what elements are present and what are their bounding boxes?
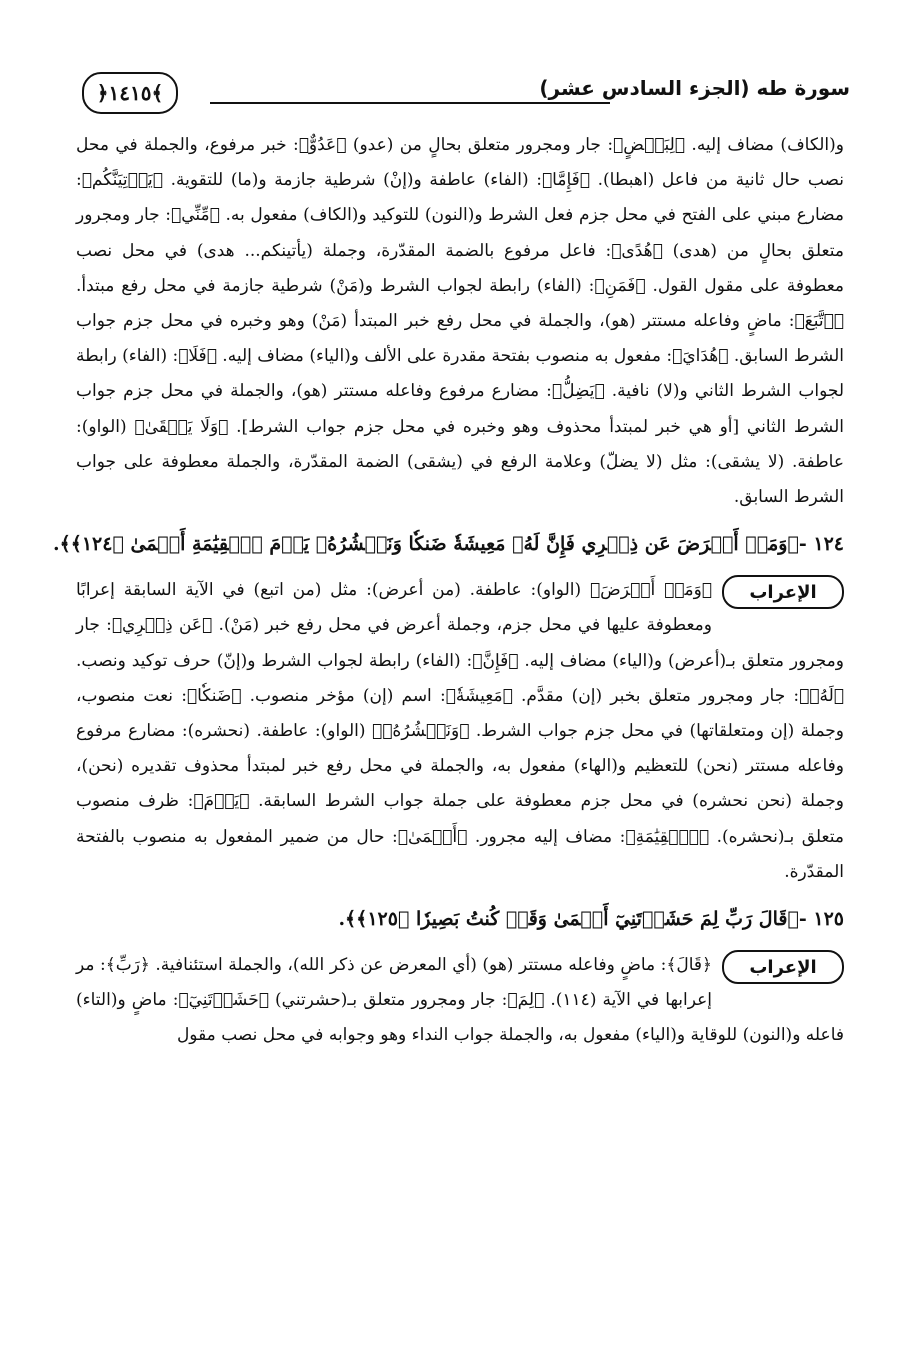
irab-text-124: ﴿وَمَنۡ أَعۡرَضَ﴾ (الواو): عاطفة. (من أعرض): مثل (من اتبع) في الآية السابقة إعرابًا ومعطوفة عليها في محل جزم، وجملة أعرض في محل رفع خبر (مَنْ). ﴿عَن ذِكۡرِي﴾: جار ومجرور متعلق بـ(أعرض) و(الياء) مضاف إليه. ﴿فَإِنَّ﴾: (الفاء) رابطة لجواب الشرط و(إنّ) حرف توكيد ونصب. ﴿لَهُۥ﴾: جار ومجرور متعلق بخبر (إن) مقدَّم. ﴿مَعِيشَةٗ﴾: اسم (إن) مؤخر منصوب. ﴿ضَنكٗا﴾: نعت منصوب، وجملة (إن ومتعلقاتها) في محل جزم جواب الشرط. ﴿وَنَحۡشُرُهُۥ﴾ (الواو): عاطفة. (نحشره): مضارع مرفوع وفاعله مستتر (نحن) للتعظيم و(الهاء) مفعول به، والجملة في محل رفع خبر لمبتدأ محذوف تقديره (نحن)، وجملة (نحن نحشره) في محل جزم معطوفة على جملة جواب الشرط السابقة. ﴿يَوۡمَ﴾: ظرف منصوب متعلق بـ(نحشره). ﴿ٱلۡقِيَٰمَةِ﴾: مضاف إليه مجرور. ﴿أَعۡمَىٰ﴾: حال من ضمير المفعول به منصوب بالفتحة المقدّرة.	[76, 580, 844, 882]
irab-label: الإعراب	[722, 950, 844, 984]
irab-section-125	[76, 948, 844, 1054]
verse-124: ١٢٤ -﴿وَمَنۡ أَعۡرَضَ عَن ذِكۡرِي فَإِنَّ لَهُۥ مَعِيشَةٗ ضَنكٗا وَنَحۡشُرُهُۥ يَوۡمَ ٱلۡقِيَٰمَةِ أَعۡمَىٰ ﴿١٢٤﴾﴾.	[52, 533, 844, 556]
commentary-paragraph: و(الكاف) مضاف إليه. ﴿لِبَعۡضٍ﴾: جار ومجرور متعلق بحالٍ من (عدو) ﴿عَدُوٌّ﴾: خبر مرفوع، والجملة في محل نصب حال ثانية من فاعل (اهبطا). ﴿فَإِمَّا﴾: (الفاء) عاطفة و(إنْ) شرطية جازمة و(ما) للتقوية. ﴿يَأۡتِيَنَّكُم﴾: مضارع مبني على الفتح في محل جزم فعل الشرط و(النون) للتوكيد و(الكاف) مفعول به. ﴿مِّنِّي﴾: جار ومجرور متعلق بحالٍ من (هدى) ﴿هُدًى﴾: فاعل مرفوع بالضمة المقدّرة، وجملة (يأتينكم... هدى) في محل نصب معطوفة على مقول القول. ﴿فَمَنِ﴾: (الفاء) رابطة لجواب الشرط و(مَنْ) شرطية جازمة في محل رفع مبتدأ. ﴿ٱتَّبَعَ﴾: ماضٍ وفاعله مستتر (هو)، والجملة في محل رفع خبر المبتدأ (مَنْ) وهو وخبره في محل جزم جواب الشرط السابق. ﴿هُدَايَ﴾: مفعول به منصوب بفتحة مقدرة على الألف و(الياء) مضاف إليه. ﴿فَلَا﴾: (الفاء) رابطة لجواب الشرط الثاني و(لا) نافية. ﴿يَضِلُّ﴾: مضارع مرفوع وفاعله مستتر (هو)، والجملة في محل جزم جواب الشرط الثاني [أو هي خبر لمبتدأ محذوف وهو وخبره في محل جزم جواب الشرط]. ﴿وَلَا يَشۡقَىٰ﴾ (الواو): عاطفة. (لا يشقى): مثل (لا يضلّ) وعلامة الرفع في (يشقى) الضمة المقدّرة، والجملة معطوفة على جواب الشرط السابق.	[76, 135, 844, 508]
page-header	[70, 72, 850, 116]
irab-text-125: ﴿قَالَ﴾: ماضٍ وفاعله مستتر (هو) (أي المعرض عن ذكر الله)، والجملة استئنافية. ﴿رَبِّ﴾: مر إعرابها في الآية (١١٤). ﴿لِمَ﴾: جار ومجرور متعلق بـ(حشرتني) ﴿حَشَرۡتَنِيٓ﴾: ماضٍ و(التاء) فاعله و(النون) للوقاية و(الياء) مفعول به، والجملة جواب النداء وهو وجوابه في محل نصب مقول	[76, 955, 844, 1046]
irab-label: الإعراب	[722, 575, 844, 609]
verse-125: ١٢٥ -﴿قَالَ رَبِّ لِمَ حَشَرۡتَنِيٓ أَعۡمَىٰ وَقَدۡ كُنتُ بَصِيرٗا ﴿١٢٥﴾﴾.	[338, 908, 844, 931]
page-body	[52, 128, 844, 1054]
header-rule	[210, 102, 610, 104]
header-title: سورة طه (الجزء السادس عشر)	[539, 76, 850, 100]
irab-section-124	[76, 573, 844, 890]
page-number: ﴿١٤١٥﴾	[82, 72, 178, 114]
